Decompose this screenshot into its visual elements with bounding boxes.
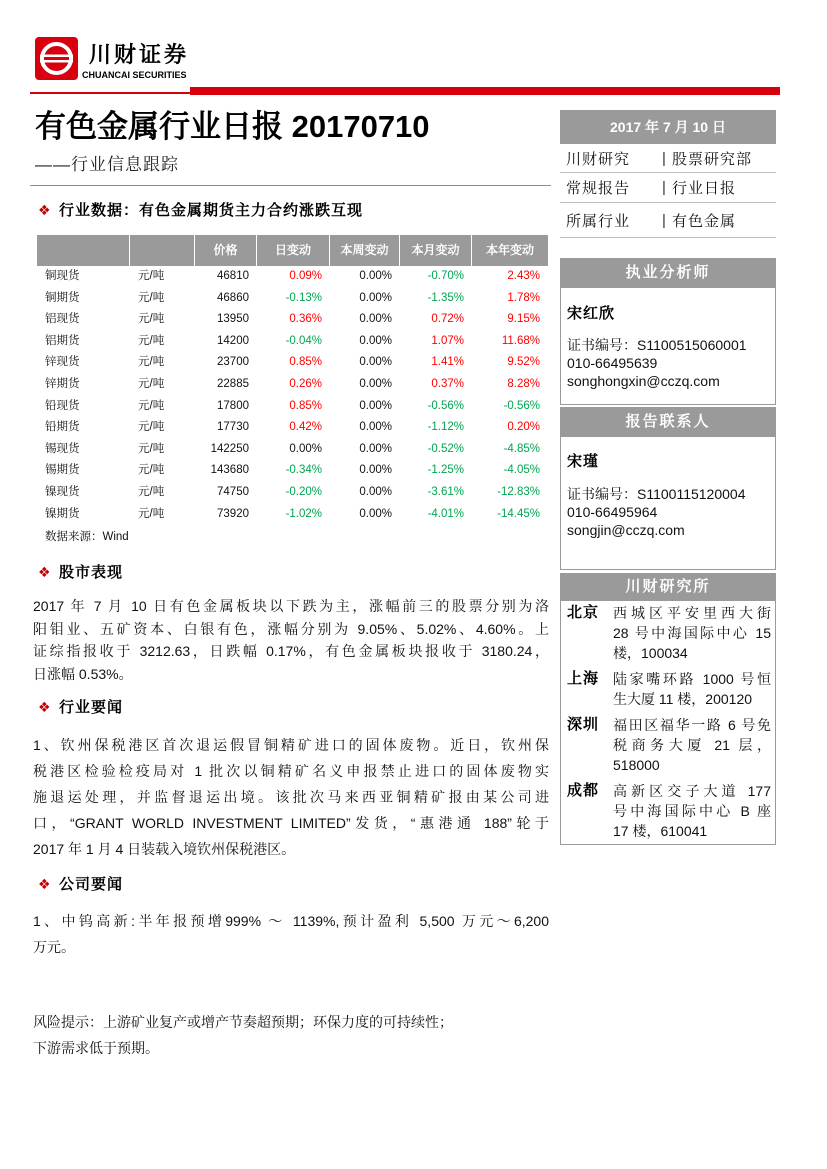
market-paragraph	[33, 595, 549, 685]
cell-ytd: 1.78%	[507, 291, 540, 304]
cell-price: 74750	[217, 485, 249, 498]
col-header-day: 日变动	[257, 235, 330, 266]
cell-name: 铝现货	[45, 313, 80, 326]
cell-unit: 元/吨	[138, 334, 165, 347]
cell-week: 0.00%	[359, 464, 392, 477]
cell-unit: 元/吨	[138, 377, 165, 390]
brand-name-cn: 川财证券	[89, 42, 190, 67]
cell-month: -1.25%	[427, 464, 464, 477]
cell-week: 0.00%	[359, 399, 392, 412]
info-row	[560, 173, 776, 203]
section-heading-industry-news	[35, 698, 123, 718]
futures-table	[37, 235, 548, 525]
section-heading-market	[35, 563, 123, 583]
office-chengdu	[561, 781, 775, 841]
company-news-paragraph	[33, 908, 549, 960]
cell-ytd: 9.15%	[507, 313, 540, 326]
info-row	[560, 203, 776, 238]
cell-name: 锌期货	[45, 377, 80, 390]
table-row	[37, 396, 548, 418]
cell-price: 14200	[217, 334, 249, 347]
cell-day: -0.34%	[285, 464, 322, 477]
cell-name: 铜现货	[45, 270, 80, 282]
cell-price: 46860	[217, 291, 249, 304]
office-beijing	[561, 603, 775, 663]
cell-ytd: -14.45%	[497, 507, 540, 520]
cell-week: 0.00%	[359, 377, 392, 390]
cell-day: 0.85%	[289, 399, 322, 412]
text-line: 税港区检验检疫局对 1 批次以铜精矿名义申报禁止进口的固体废物实	[33, 763, 549, 779]
industry-news-paragraph	[33, 732, 549, 862]
info-separator: |	[662, 179, 667, 196]
text-line: 生大厦 11 楼，200120	[613, 691, 753, 707]
text-line: 施退运处理，并监督退运出境。该批次马来西亚铜精矿报由某公司进	[33, 789, 549, 805]
cell-name: 镍期货	[45, 507, 80, 520]
info-separator: |	[662, 149, 667, 167]
cell-week: 0.00%	[359, 291, 392, 304]
col-header-unit	[130, 235, 195, 266]
cell-week: 0.00%	[359, 270, 392, 282]
text-line: 号中海国际中心 B 座	[613, 803, 771, 819]
office-address	[613, 715, 771, 775]
report-subtitle: ——行业信息跟踪	[35, 155, 179, 174]
text-line: 17 楼，610041	[613, 823, 708, 839]
cell-day: -0.13%	[285, 291, 322, 304]
text-line: 2017 年 1 月 4 日装载入境钦州保税港区。	[33, 841, 296, 857]
table-row	[37, 288, 548, 310]
section-heading-industry-data	[35, 201, 363, 221]
cell-ytd: -4.05%	[503, 464, 540, 477]
cell-unit: 元/吨	[138, 356, 165, 369]
cell-price: 22885	[217, 377, 249, 390]
analyst-name: 宋红欣	[567, 305, 616, 322]
cell-day: -0.04%	[285, 334, 322, 347]
contact-heading: 报告联系人	[560, 407, 776, 437]
section-heading-company-news	[35, 875, 123, 895]
cell-day: 0.26%	[289, 377, 322, 390]
text-line: 西城区平安里西大街	[613, 605, 771, 621]
cell-day: 0.85%	[289, 356, 322, 369]
cell-price: 142250	[210, 442, 249, 455]
office-city: 成都	[567, 782, 600, 799]
cell-name: 铅现货	[45, 399, 80, 412]
col-header-price: 价格	[195, 235, 257, 266]
contact-email: songjin@cczq.com	[567, 522, 685, 538]
info-value: 有色金属	[672, 212, 737, 230]
cell-name: 锌现货	[45, 356, 80, 369]
cell-month: -1.35%	[427, 291, 464, 304]
cell-price: 143680	[210, 464, 249, 477]
office-city: 上海	[567, 670, 600, 687]
contact-phone: 010-66495964	[567, 504, 658, 520]
cell-month: -1.12%	[427, 421, 464, 434]
title-divider	[30, 185, 551, 186]
table-header	[37, 235, 548, 266]
table-row	[37, 309, 548, 331]
text-line: 万元。	[33, 939, 75, 955]
cell-week: 0.00%	[359, 442, 392, 455]
analyst-phone: 010-66495639	[567, 355, 658, 371]
cell-week: 0.00%	[359, 356, 392, 369]
cell-day: 0.00%	[289, 442, 322, 455]
info-value: 行业日报	[672, 180, 737, 197]
text-line: 福田区福华一路 6 号免	[613, 717, 771, 733]
office-address	[613, 781, 771, 841]
cell-day: 0.36%	[289, 313, 322, 326]
text-line: 高新区交子大道 177	[613, 783, 771, 799]
cell-name: 铅期货	[45, 421, 80, 434]
text-line: 陆家嘴环路 1000 号恒	[613, 671, 771, 687]
cell-name: 铝期货	[45, 334, 80, 347]
cell-week: 0.00%	[359, 507, 392, 520]
text-line: 口，“GRANT WORLD INVESTMENT LIMITED”发货，“惠港通 188”轮于	[33, 815, 549, 831]
institute-heading: 川财研究所	[560, 573, 776, 601]
cell-name: 铜期货	[45, 291, 80, 304]
analyst-cert: 证书编号：S1100515060001	[567, 337, 747, 353]
cell-month: -4.01%	[427, 507, 464, 520]
table-row	[37, 482, 548, 504]
cell-price: 73920	[217, 507, 249, 520]
cell-ytd: -0.56%	[503, 399, 540, 412]
cell-unit: 元/吨	[138, 442, 165, 455]
cell-month: 1.41%	[431, 356, 464, 369]
diamond-bullet-icon: ❖	[38, 700, 51, 716]
office-shenzhen	[561, 715, 775, 775]
header-red-bar	[190, 87, 780, 95]
cell-unit: 元/吨	[138, 485, 165, 498]
brand-name-en: CHUANCAI SECURITIES	[82, 70, 187, 80]
cell-price: 13950	[217, 313, 249, 326]
cell-name: 锡期货	[45, 464, 80, 477]
analyst-card	[560, 288, 776, 405]
table-row	[37, 439, 548, 461]
futures-table-body	[37, 266, 548, 525]
text-line: 税商务大厦 21 层，	[613, 737, 771, 753]
risk-warning	[33, 1009, 549, 1061]
cell-day: 0.09%	[289, 270, 322, 282]
cell-ytd: 0.20%	[507, 421, 540, 434]
col-header-name	[37, 235, 130, 266]
cell-day: -0.20%	[285, 485, 322, 498]
text-line: 2017 年 7 月 10 日有色金属板块以下跌为主，涨幅前三的股票分别为洛	[33, 598, 549, 614]
cell-unit: 元/吨	[138, 291, 165, 304]
data-source-note: 数据来源：Wind	[45, 531, 129, 543]
cell-ytd: 9.52%	[507, 356, 540, 369]
cell-month: -0.70%	[427, 270, 464, 282]
diamond-bullet-icon: ❖	[38, 203, 51, 219]
cell-month: -0.56%	[427, 399, 464, 412]
cell-ytd: 2.43%	[507, 270, 540, 282]
text-line: 阳钼业、五矿资本、白银有色，涨幅分别为 9.05%、5.02%、4.60%。上	[33, 620, 549, 637]
cell-ytd: -4.85%	[503, 442, 540, 455]
report-title: 有色金属行业日报 20170710	[35, 109, 430, 144]
info-separator: |	[662, 211, 667, 229]
cell-month: -3.61%	[427, 485, 464, 498]
cell-month: 0.72%	[431, 313, 464, 326]
text-line: 28 号中海国际中心 15	[613, 625, 771, 641]
office-address	[613, 603, 771, 663]
text-line: 1、钦州保税港区首次退运假冒铜精矿进口的固体废物。近日，钦州保	[33, 737, 549, 753]
text-line: 518000	[613, 757, 660, 773]
office-shanghai	[561, 669, 775, 709]
cell-name: 锡现货	[45, 442, 80, 455]
office-city: 北京	[567, 604, 600, 621]
table-row	[37, 460, 548, 482]
institute-offices	[560, 601, 776, 845]
analyst-heading: 执业分析师	[560, 258, 776, 288]
text-line: 下游需求低于预期。	[33, 1040, 159, 1056]
col-header-week: 本周变动	[330, 235, 400, 266]
cell-week: 0.00%	[359, 334, 392, 347]
info-value: 股票研究部	[672, 150, 753, 168]
info-label: 川财研究	[566, 150, 631, 168]
table-row	[37, 417, 548, 439]
analyst-email: songhongxin@cczq.com	[567, 373, 720, 389]
cell-ytd: -12.83%	[497, 485, 540, 498]
col-header-month: 本月变动	[400, 235, 472, 266]
cell-week: 0.00%	[359, 485, 392, 498]
table-row	[37, 504, 548, 526]
section-heading-text: 行业要闻	[59, 699, 124, 716]
section-heading-text: 股市表现	[59, 564, 124, 581]
info-row	[560, 144, 776, 173]
table-row	[37, 266, 548, 288]
cell-unit: 元/吨	[138, 270, 165, 282]
table-row	[37, 352, 548, 374]
text-line: 日涨幅 0.53%。	[33, 665, 133, 682]
text-line: 楼，100034	[613, 645, 688, 661]
text-line: 1、中钨高新:半年报预增999% ～ 1139%,预计盈利 5,500 万元～6,200	[33, 913, 549, 929]
cell-unit: 元/吨	[138, 313, 165, 326]
cell-month: 0.37%	[431, 377, 464, 390]
text-line: 证综指报收于 3212.63，日跌幅 0.17%，有色金属板块报收于 3180.24，	[33, 643, 549, 659]
text-line: 风险提示：上游矿业复产或增产节奏超预期；环保力度的可持续性；	[33, 1014, 453, 1030]
contact-cert: 证书编号：S1100115120004	[567, 486, 746, 502]
office-city: 深圳	[567, 716, 600, 733]
cell-price: 46810	[217, 270, 249, 282]
contact-card	[560, 437, 776, 570]
cell-unit: 元/吨	[138, 464, 165, 477]
cell-name: 镍现货	[45, 485, 80, 498]
cell-price: 17730	[217, 421, 249, 434]
cell-ytd: 11.68%	[501, 334, 540, 347]
cell-unit: 元/吨	[138, 421, 165, 434]
cell-unit: 元/吨	[138, 507, 165, 520]
cell-day: -1.02%	[285, 507, 322, 520]
cell-day: 0.42%	[289, 421, 322, 434]
cell-unit: 元/吨	[138, 399, 165, 412]
report-info	[560, 144, 776, 238]
cell-price: 17800	[217, 399, 249, 412]
cell-week: 0.00%	[359, 313, 392, 326]
info-label: 所属行业	[566, 212, 631, 230]
section-heading-text: 公司要闻	[59, 876, 124, 893]
info-label: 常规报告	[566, 180, 631, 197]
col-header-ytd: 本年变动	[485, 243, 534, 257]
cell-price: 23700	[217, 356, 249, 369]
diamond-bullet-icon: ❖	[38, 877, 51, 893]
cell-ytd: 8.28%	[507, 377, 540, 390]
contact-name: 宋瑾	[567, 453, 600, 470]
cell-month: -0.52%	[427, 442, 464, 455]
diamond-bullet-icon: ❖	[38, 565, 51, 581]
report-date: 2017 年 7 月 10 日	[560, 110, 776, 144]
cell-week: 0.00%	[359, 421, 392, 434]
table-row	[37, 331, 548, 353]
office-address	[613, 669, 771, 709]
table-row	[37, 374, 548, 396]
cell-month: 1.07%	[431, 334, 464, 347]
chuancai-logo-icon	[35, 37, 78, 80]
section-heading-text: 行业数据：有色金属期货主力合约涨跌互现	[59, 202, 364, 219]
